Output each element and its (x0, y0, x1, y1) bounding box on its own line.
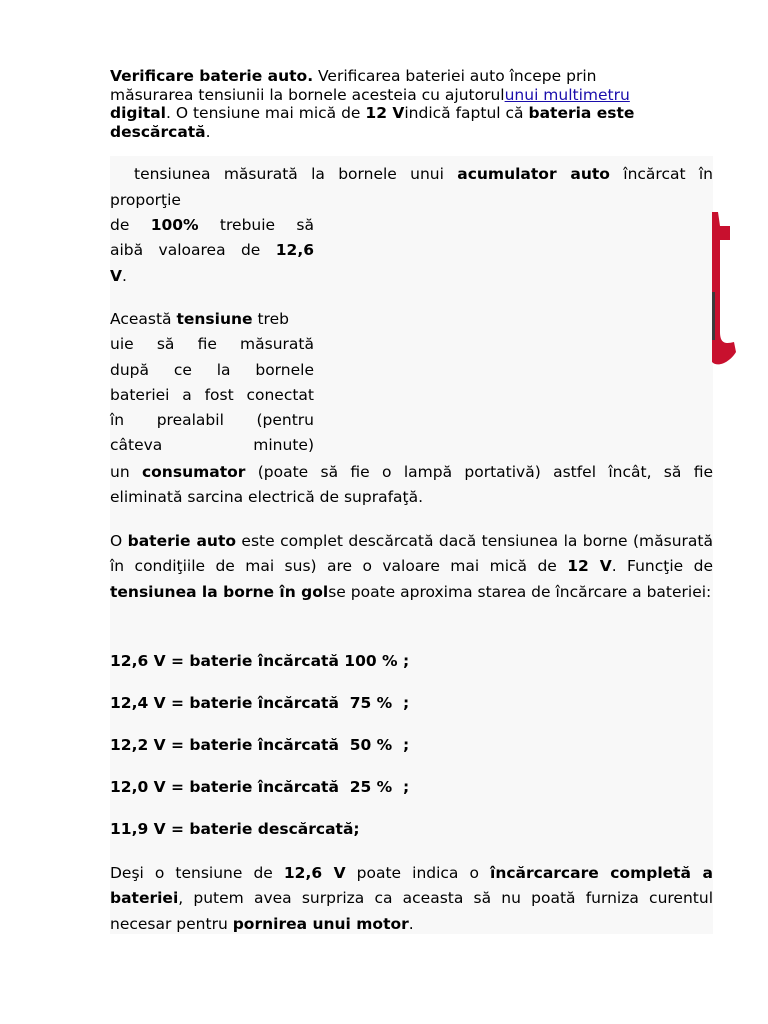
paragraph-voltage-line2 (110, 188, 713, 213)
p2-text-3: uie să fie măsurată (110, 335, 314, 354)
p2-bold-tension: tensiune (176, 310, 253, 328)
paragraph-discharged (110, 529, 713, 605)
intro-bold-digital: digital (110, 104, 166, 122)
intro-text: Verificarea bateriei auto începe prin măsurarea tensiunii la bornele acesteia cu ajutorul (110, 67, 597, 104)
p4-text: Deşi o tensiune de (110, 864, 284, 882)
charge-level-item: 12,0 V = baterie încărcată 25 % ; (110, 778, 410, 796)
paragraph-voltage-col (110, 213, 314, 289)
p1-text-5: trebuie să (198, 216, 314, 234)
paragraph-voltage-line1 (110, 162, 713, 187)
p4-text-4: . (408, 914, 414, 933)
p3-text-3: . Funcţie de (611, 557, 713, 576)
p2-text-2: treb (252, 310, 289, 328)
charge-level-item: 12,2 V = baterie încărcată 50 % ; (110, 736, 410, 754)
p2-text-4: după ce la bornele (110, 360, 314, 379)
p1-text-6: aibă valoarea de (110, 241, 276, 260)
p3-text: O (110, 532, 128, 550)
p3-text-4: se poate aproxima starea de încărcare a bateriei: (328, 582, 712, 601)
intro-bold-12v: 12 V (365, 104, 405, 122)
paragraph-measure-col (110, 307, 314, 459)
p1-text-3: proporţie (110, 191, 181, 209)
p3-bold-12v: 12 V (567, 557, 612, 576)
p3-bold-open-voltage: tensiunea la borne în gol (110, 582, 329, 601)
p2-bold-consumer: consumator (141, 463, 246, 481)
p1-text-2: încărcat în (609, 165, 713, 183)
p1-text: tensiunea măsurată la bornele unui (134, 165, 458, 183)
p1-bold-v: V (110, 266, 122, 285)
p2-text-9: (poate să fie o lampă portativă) astfel încât, să fie (245, 463, 713, 481)
intro-text-3: indică faptul că (404, 104, 529, 122)
article-title: Verificare baterie auto. (110, 67, 314, 85)
red-battery-clamp-icon (712, 212, 738, 368)
intro-text-4: . (205, 122, 211, 141)
p1-text-7: . (122, 266, 127, 285)
charge-level-item: 12,6 V = baterie încărcată 100 % ; (110, 652, 410, 670)
p2-text-7: câteva minute) (110, 436, 314, 455)
intro-paragraph (110, 67, 650, 141)
charge-level-item: 11,9 V = baterie descărcată; (110, 820, 360, 838)
p4-bold-engine-start: pornirea unui motor (232, 914, 409, 933)
paragraph-surprise (110, 861, 713, 937)
p2-text-5: bateriei a fost conectat (110, 385, 314, 404)
p4-text-3: , putem avea surpriza ca aceasta să nu poată furniza curentul necesar pentru (110, 889, 713, 933)
p4-bold-126v: 12,6 V (283, 864, 346, 882)
p1-bold-100: 100% (150, 216, 199, 234)
p2-text-8: un (110, 463, 142, 481)
intro-bold-discharged: bateria este descărcată (110, 104, 635, 141)
p1-text-4: de (110, 216, 151, 234)
p3-text-2: este complet descărcată dacă tensiunea la borne (măsurată în condiţiile de mai sus) are o valoare mai mică de (110, 532, 713, 576)
intro-text-2: . O tensiune mai mică de (166, 104, 366, 122)
p4-text-2: poate indica o (345, 864, 490, 882)
paragraph-measure-last (110, 485, 713, 510)
p1-bold-126: 12,6 (275, 241, 314, 260)
p1-bold-accumulator: acumulator auto (457, 165, 610, 183)
p2-text-10: eliminată sarcina electrică de suprafaţă. (110, 488, 424, 506)
p2-text-6: în prealabil (pentru (110, 411, 314, 430)
p4-bold-full-charge: încărcarcare completă a bateriei (110, 864, 713, 908)
p3-bold-battery: baterie auto (127, 532, 237, 550)
paragraph-measure-line (110, 460, 713, 485)
p2-text: Această (110, 310, 177, 328)
multimeter-link[interactable]: unui multimetru (504, 85, 630, 104)
charge-level-item: 12,4 V = baterie încărcată 75 % ; (110, 694, 410, 712)
